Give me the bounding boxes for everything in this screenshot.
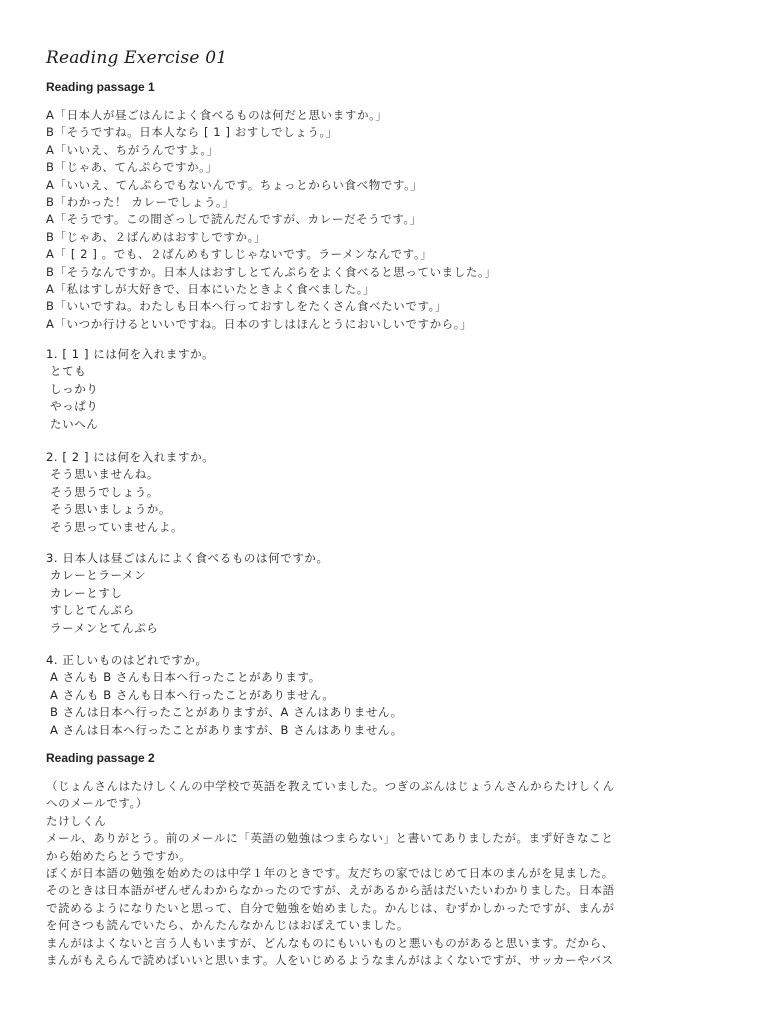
question-prompt: 4. 正しいものはどれですか。	[46, 653, 208, 667]
question-prompt: 3. 日本人は昼ごはんによく食べるものは何ですか。	[46, 551, 329, 565]
question-4	[46, 652, 726, 739]
answer-option[interactable]: すしとてんぷら	[50, 603, 135, 618]
passage-line: （じょんさんはたけしくんの中学校で英語を教えていました。つぎのぶんはじょうんさんからたけしくん	[46, 779, 615, 793]
passage-line: を何さつも読んでいたら、かんたんなかんじはおぼえていました。	[46, 918, 409, 933]
answer-option[interactable]: カレーとすし	[50, 585, 123, 600]
answer-option[interactable]: しっかり	[50, 381, 99, 396]
passage-line: ぼくが日本語の勉強を始めたのは中学１年のときです。友だちの家ではじめて日本のまんがを見ました。	[46, 866, 614, 881]
dialogue-line: B「わかった！ カレーでしょう。」	[46, 194, 235, 209]
passage-line: そのときは日本語がぜんぜんわからなかったのですが、えがあるから話はだいたいわかりました。日本語	[46, 883, 615, 898]
dialogue-line: A「いいえ、ちがうんですよ。」	[46, 142, 219, 157]
answer-option[interactable]: ラーメンとてんぷら	[50, 620, 159, 635]
answer-option[interactable]: たいへん	[50, 416, 99, 431]
passage2-body	[46, 778, 726, 969]
answer-option[interactable]: A さんも B さんも日本へ行ったことがあります。	[50, 670, 321, 685]
passage1-dialogue	[46, 107, 726, 333]
passage-line: まんがはよくないと言う人もいますが、どんなものにもいいものと悪いものがあると思います。だから、	[46, 935, 614, 950]
passage2-heading: Reading passage 2	[46, 751, 155, 765]
passage-line: メール、ありがとう。前のメールに「英語の勉強はつまらない」と書いてありましたが。まず好きなこと	[46, 831, 614, 846]
dialogue-line: B「じゃあ、てんぷらですか。」	[46, 160, 218, 175]
dialogue-line: A「私はすしが大好きで、日本にいたときよく食べました。」	[46, 281, 376, 296]
answer-option[interactable]: やっぱり	[50, 399, 99, 414]
passage-line: へのメールです。）	[46, 796, 148, 811]
page-title: Reading Exercise 01	[46, 48, 228, 68]
dialogue-line: B「そうなんですか。日本人はおすしとてんぷらをよく食べると思っていました。」	[46, 264, 497, 279]
passage-line: たけしくん	[46, 813, 107, 828]
answer-option[interactable]: そう思いませんね。	[50, 467, 159, 482]
dialogue-line: A「日本人が昼ごはんによく食べるものは何だと思いますか。」	[46, 108, 388, 122]
question-1	[46, 346, 726, 433]
dialogue-line: B「いいですね。わたしも日本へ行っておすしをたくさん食べたいです。」	[46, 299, 448, 314]
answer-option[interactable]: そう思いましょうか。	[50, 502, 171, 517]
answer-option[interactable]: カレーとラーメン	[50, 568, 147, 583]
question-prompt: 2. [ 2 ] には何を入れますか。	[46, 450, 215, 464]
question-prompt: 1. [ 1 ] には何を入れますか。	[46, 347, 215, 361]
answer-option[interactable]: とても	[50, 364, 87, 379]
dialogue-line: A「 [ 2 ] 。でも、２ばんめもすしじゃないです。ラーメンなんです。」	[46, 247, 433, 262]
dialogue-line: B「そうですね。日本人なら [ 1 ] おすしでしょう。」	[46, 125, 338, 140]
passage-line: で読めるようになりたいと思って、自分で勉強を始めました。かんじは、むずかしかったですが、まんが	[46, 900, 615, 915]
answer-option[interactable]: B さんは日本へ行ったことがありますが、A さんはありません。	[50, 705, 403, 720]
answer-option[interactable]: A さんは日本へ行ったことがありますが、B さんはありません。	[50, 722, 403, 737]
question-3	[46, 550, 726, 637]
dialogue-line: A「いいえ、てんぷらでもないんです。ちょっとからい食べ物です。」	[46, 177, 423, 192]
dialogue-line: B「じゃあ、２ばんめはおすしですか。」	[46, 229, 267, 244]
answer-option[interactable]: そう思っていませんよ。	[50, 519, 184, 534]
dialogue-line: A「いつか行けるといいですね。日本のすしはほんとうにおいしいですから。」	[46, 316, 473, 331]
answer-option[interactable]: そう思うでしょう。	[50, 484, 159, 499]
passage-line: まんがもえらんで読めばいいと思います。人をいじめるようなまんがはよくないですが、サッカーやバス	[46, 953, 614, 968]
passage-line: から始めたらとうですか。	[46, 848, 192, 863]
dialogue-line: A「そうです。この間ざっしで読んだんですが、カレーだそうです。」	[46, 212, 422, 227]
question-2	[46, 449, 726, 536]
answer-option[interactable]: A さんも B さんも日本へ行ったことがありません。	[50, 687, 335, 702]
passage1-heading: Reading passage 1	[46, 80, 155, 94]
